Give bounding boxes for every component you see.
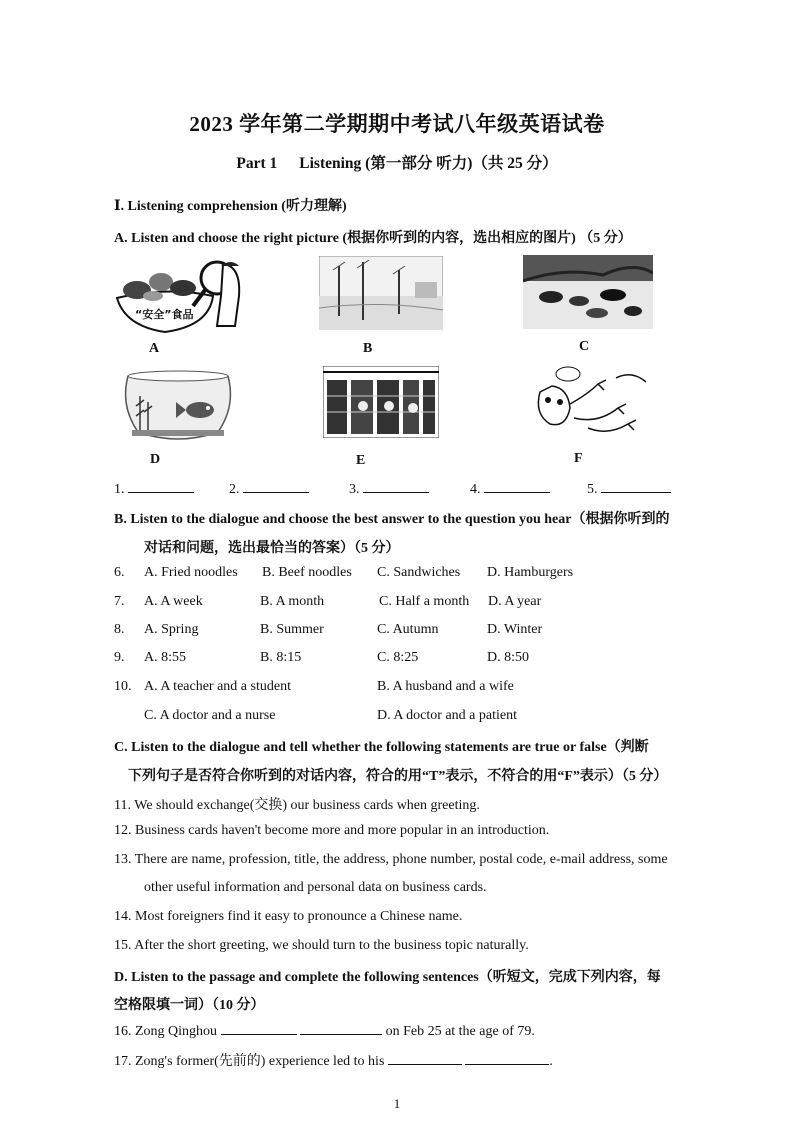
option-d[interactable]: D. Hamburgers — [487, 565, 574, 580]
blank-number: 1. — [114, 482, 125, 497]
part-b-heading-1: B. Listen to the dialogue and choose the best answer to the question you hear（根据你听到的 — [114, 512, 670, 527]
fill-blank[interactable] — [300, 1022, 382, 1035]
answer-blank-4[interactable] — [470, 480, 550, 498]
picture-a-label: A — [149, 341, 160, 356]
question-number: 8. — [114, 622, 125, 637]
statement-15: 15. After the short greeting, we should turn to the business topic naturally. — [114, 938, 529, 953]
sentence-17-start: 17. Zong's former(先前的) experience led to his — [114, 1054, 385, 1069]
option-b[interactable]: B. 8:15 — [260, 650, 302, 665]
question-number: 10. — [114, 679, 132, 694]
question-number: 6. — [114, 565, 125, 580]
fill-blank[interactable] — [221, 1022, 297, 1035]
sentence-16 — [114, 1022, 535, 1040]
option-a[interactable]: A. Spring — [144, 622, 199, 637]
statement-12: 12. Business cards haven't become more and more popular in an introduction. — [114, 823, 550, 838]
option-c[interactable]: C. 8:25 — [377, 650, 419, 665]
blank-number: 5. — [587, 482, 598, 497]
sentence-17-end: . — [549, 1054, 553, 1069]
blank-number: 2. — [229, 482, 240, 497]
winter-street-icon — [319, 256, 443, 330]
picture-e-label: E — [356, 453, 366, 468]
option-c[interactable]: C. Sandwiches — [377, 565, 461, 580]
sentence-16-start: 16. Zong Qinghou — [114, 1024, 218, 1039]
unplugged-appliances-icon — [528, 364, 652, 440]
blank-line — [484, 480, 550, 493]
food-safety-magnifier-icon — [113, 256, 243, 338]
blank-line — [601, 480, 671, 493]
picture-d-label: D — [150, 452, 161, 467]
blank-number: 3. — [349, 482, 360, 497]
option-b[interactable]: B. Summer — [260, 622, 324, 637]
option-c[interactable]: C. Autumn — [377, 622, 439, 637]
picture-a-caption: “安全”食品 — [135, 308, 194, 321]
cows-under-tree-icon — [523, 255, 653, 329]
option-a[interactable]: A. A teacher and a student — [144, 679, 291, 694]
picture-a — [113, 256, 243, 338]
option-a[interactable]: A. 8:55 — [144, 650, 186, 665]
statement-11: 11. We should exchange(交换) our business cards when greeting. — [114, 798, 480, 813]
part-heading — [0, 151, 794, 173]
answer-blank-3[interactable] — [349, 480, 429, 498]
part-label: Part 1 — [236, 155, 278, 172]
option-b[interactable]: B. Beef noodles — [262, 565, 352, 580]
sentence-17 — [114, 1050, 553, 1070]
part-b-heading-2: 对话和问题，选出最恰当的答案）（5 分） — [144, 541, 400, 556]
page-title: 2023 学年第二学期期中考试八年级英语试卷 — [189, 112, 605, 136]
fill-blank[interactable] — [465, 1052, 549, 1065]
part-c-heading-2: 下列句子是否符合你听到的对话内容，符合的用“T”表示，不符合的用“F”表示）（5 分） — [128, 769, 668, 784]
statement-13: 13. There are name, profession, title, the address, phone number, postal code, e-mail address, some — [114, 852, 668, 867]
answer-blank-1[interactable] — [114, 480, 194, 498]
picture-c-label: C — [579, 339, 590, 354]
part-c-heading-1: C. Listen to the dialogue and tell whether the following statements are true or false（判断 — [114, 740, 649, 755]
section-heading: Ⅰ. Listening comprehension (听力理解) — [114, 199, 347, 214]
statement-13-continued: other useful information and personal data on business cards. — [144, 880, 487, 895]
option-d[interactable]: D. A doctor and a patient — [377, 708, 517, 723]
answer-blank-2[interactable] — [229, 480, 309, 498]
picture-c — [523, 255, 653, 329]
part-d-heading-2: 空格限填一词）（10 分） — [114, 998, 265, 1013]
library-shelves-icon — [323, 366, 439, 438]
option-d[interactable]: D. 8:50 — [487, 650, 529, 665]
part-d-heading-1: D. Listen to the passage and complete the following sentences（听短文，完成下列内容，每 — [114, 970, 661, 985]
blank-line — [363, 480, 429, 493]
blank-line — [128, 480, 194, 493]
statement-14: 14. Most foreigners find it easy to pronounce a Chinese name. — [114, 909, 463, 924]
picture-e — [323, 366, 439, 438]
option-d[interactable]: D. A year — [488, 594, 542, 609]
picture-b — [319, 256, 443, 330]
option-a[interactable]: A. Fried noodles — [144, 565, 238, 580]
part-a-heading: A. Listen and choose the right picture (根据你听到的内容，选出相应的图片) （5 分） — [114, 231, 632, 246]
picture-f — [528, 364, 652, 440]
page-number: 1 — [393, 1096, 401, 1111]
option-a[interactable]: A. A week — [144, 594, 203, 609]
picture-d — [118, 366, 238, 442]
blank-number: 4. — [470, 482, 481, 497]
part-title: Listening (第一部分 听力)（共 25 分） — [299, 155, 558, 172]
sentence-16-end: on Feb 25 at the age of 79. — [385, 1024, 535, 1039]
option-d[interactable]: D. Winter — [487, 622, 543, 637]
option-b[interactable]: B. A month — [260, 594, 325, 609]
question-number: 9. — [114, 650, 125, 665]
picture-f-label: F — [574, 451, 583, 466]
answer-blank-5[interactable] — [587, 480, 671, 498]
option-c[interactable]: C. Half a month — [379, 594, 470, 609]
option-c[interactable]: C. A doctor and a nurse — [144, 708, 276, 723]
blank-line — [243, 480, 309, 493]
question-number: 7. — [114, 594, 125, 609]
picture-b-label: B — [363, 341, 373, 356]
fill-blank[interactable] — [388, 1052, 462, 1065]
goldfish-bowl-icon — [118, 366, 238, 442]
option-b[interactable]: B. A husband and a wife — [377, 679, 514, 694]
